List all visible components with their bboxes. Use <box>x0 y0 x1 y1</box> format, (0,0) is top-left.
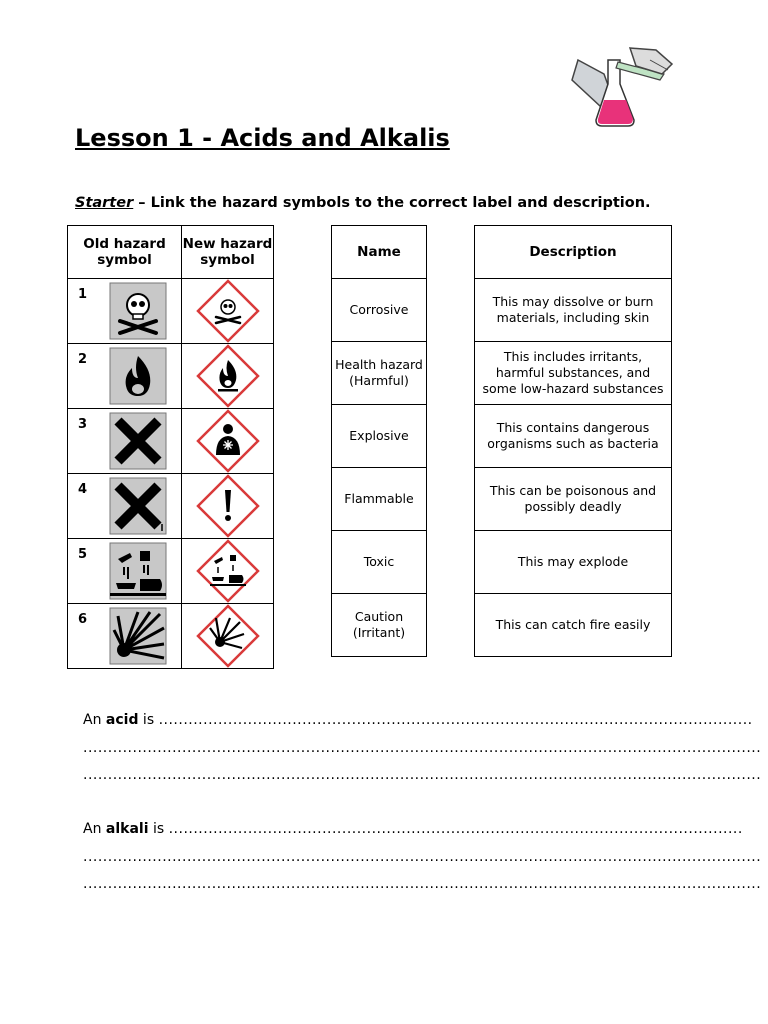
explosion-diamond-icon <box>196 604 260 668</box>
exclamation-diamond-icon <box>196 474 260 538</box>
name-cell: Toxic <box>332 531 427 594</box>
name-header: Name <box>332 226 427 279</box>
black-cross-irritant-icon <box>110 478 166 534</box>
corrosive-diamond-icon <box>196 539 260 603</box>
corrosive-icon <box>110 543 166 599</box>
starter-label: Starter <box>75 195 134 211</box>
alkali-suffix: is <box>148 821 165 837</box>
lesson-title: Lesson 1 - Acids and Alkalis <box>75 124 450 152</box>
skull-crossbones-diamond-icon <box>196 279 260 343</box>
row-number: 5 <box>78 547 88 562</box>
description-header: Description <box>475 226 672 279</box>
description-table <box>474 225 672 657</box>
symbol-row-2 <box>68 344 274 409</box>
skull-crossbones-icon <box>110 283 166 339</box>
starter-text: – Link the hazard symbols to the correct label and description. <box>133 195 651 211</box>
answer-line[interactable]: ......................................................................................................................................... <box>83 849 762 865</box>
name-cell: Flammable <box>332 468 427 531</box>
new-symbol-header: New hazard symbol <box>182 226 274 279</box>
black-cross-icon <box>110 413 166 469</box>
explosion-icon <box>110 608 166 664</box>
name-table <box>331 225 427 657</box>
symbol-row-4 <box>68 474 274 539</box>
starter-instruction <box>75 195 651 211</box>
health-hazard-diamond-icon <box>196 409 260 473</box>
alkali-term: alkali <box>105 821 149 837</box>
alkali-definition-line[interactable] <box>83 821 743 837</box>
symbol-row-3 <box>68 409 274 474</box>
name-cell: Corrosive <box>332 279 427 342</box>
name-cell: Caution (Irritant) <box>332 594 427 657</box>
answer-dots: ........................................................................................................................ <box>158 712 753 728</box>
description-cell: This can catch fire easily <box>475 594 672 657</box>
name-cell: Health hazard (Harmful) <box>332 342 427 405</box>
description-cell: This may explode <box>475 531 672 594</box>
row-number: 1 <box>78 287 88 302</box>
flame-icon <box>110 348 166 404</box>
alkali-prefix: An <box>83 821 106 837</box>
symbol-row-6 <box>68 604 274 669</box>
answer-line[interactable]: ......................................................................................................................................... <box>83 767 762 783</box>
row-number: 3 <box>78 417 88 432</box>
acid-prefix: An <box>83 712 106 728</box>
description-cell: This contains dangerous organisms such as bacteria <box>475 405 672 468</box>
answer-line[interactable]: ......................................................................................................................................... <box>83 740 762 756</box>
hazard-symbol-table <box>67 225 274 669</box>
answer-dots: .................................................................................................................... <box>168 821 743 837</box>
row-number: 2 <box>78 352 88 367</box>
acid-definition-line[interactable] <box>83 712 753 728</box>
description-cell: This may dissolve or burn materials, including skin <box>475 279 672 342</box>
acid-suffix: is <box>138 712 155 728</box>
old-symbol-header: Old hazard symbol <box>68 226 182 279</box>
answer-line[interactable]: ......................................................................................................................................... <box>83 876 762 892</box>
symbol-row-1 <box>68 279 274 344</box>
name-cell: Explosive <box>332 405 427 468</box>
description-cell: This includes irritants, harmful substances, and some low-hazard substances <box>475 342 672 405</box>
flask-illustration <box>560 40 675 130</box>
row-number: 6 <box>78 612 88 627</box>
row-number: 4 <box>78 482 88 497</box>
description-cell: This can be poisonous and possibly deadly <box>475 468 672 531</box>
flame-diamond-icon <box>196 344 260 408</box>
acid-term: acid <box>105 712 139 728</box>
symbol-row-5 <box>68 539 274 604</box>
